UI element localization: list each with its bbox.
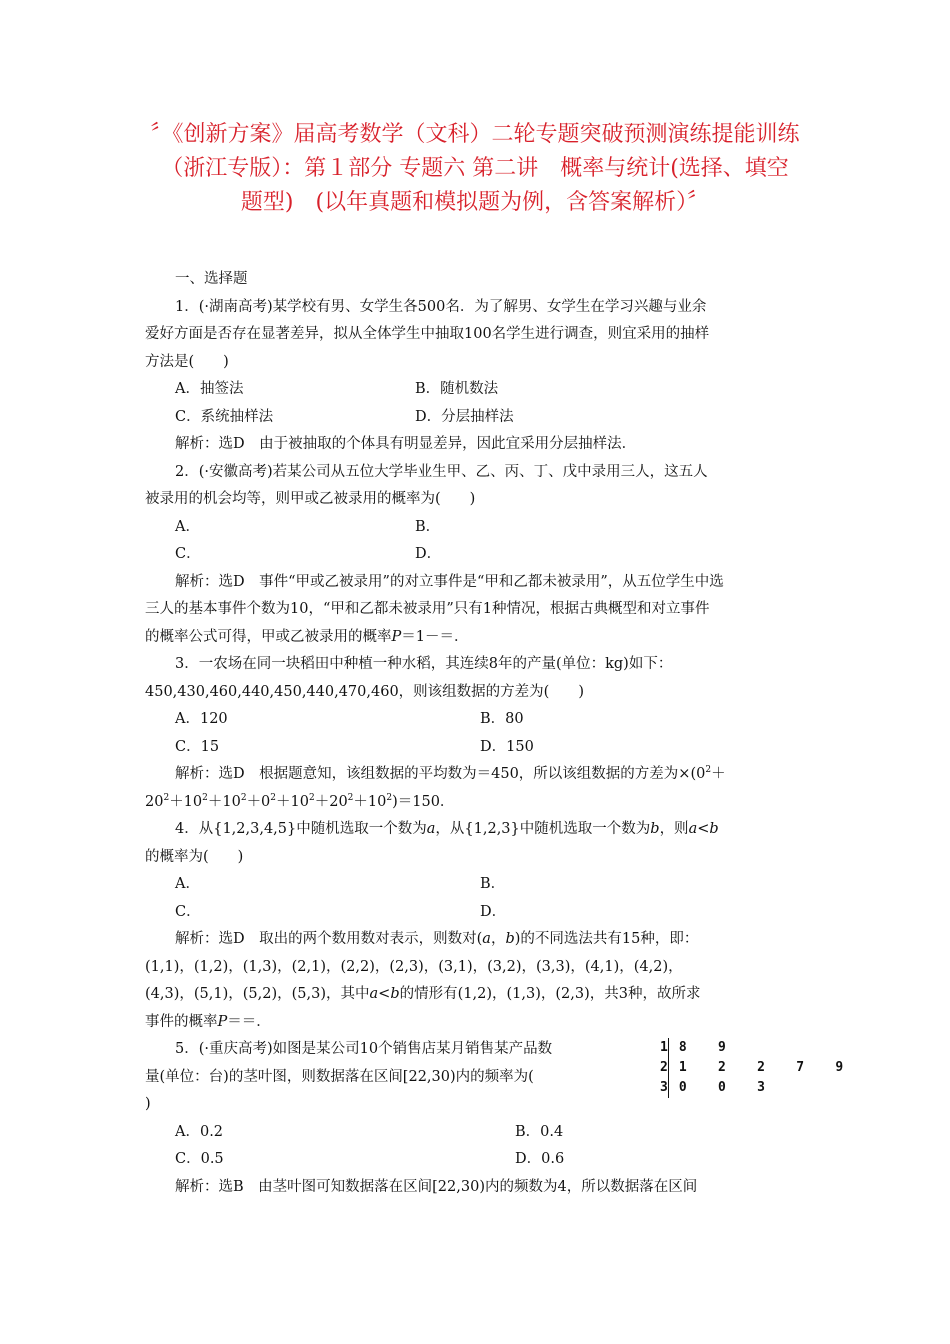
result: )＝150． xyxy=(392,793,455,810)
term: 20 xyxy=(145,793,164,810)
q4-options-row-2 xyxy=(145,899,810,927)
q1-line-3: 方法是( ) xyxy=(145,353,229,370)
term: ＋10 xyxy=(276,793,309,810)
title-line-3: 题型) (以年真题和模拟题为例，含答案解析）〞 xyxy=(240,190,710,215)
exponent: 2 xyxy=(308,792,315,803)
q4-solution-text: (4,3)，(5,1)，(5,2)，(5,3)，其中 xyxy=(145,986,370,1002)
q5-option-d: D．0.6 xyxy=(515,1151,565,1167)
q3-option-c: C．15 xyxy=(175,738,220,755)
var-a: a xyxy=(369,986,379,1002)
var-b: b xyxy=(650,821,660,837)
q5-line-3: ) xyxy=(145,1096,151,1112)
q5-line-1: 5．(·重庆高考)如图是某公司10个销售店某月销售某产品数 xyxy=(175,1041,553,1057)
q4-line-1 xyxy=(145,816,810,844)
q4-line-2: 的概率为( ) xyxy=(145,848,244,865)
q1-options-row-1 xyxy=(145,376,810,404)
term: ＋10 xyxy=(169,793,203,810)
q2-line-1: 2．(·安徽高考)若某公司从五位大学毕业生甲、乙、丙、丁、戊中录用三人，这五人 xyxy=(175,463,708,480)
stem-value: 3 xyxy=(660,1078,668,1098)
q4-solution-text: ＝＝． xyxy=(227,1013,271,1030)
q2-solution-3-tail: ＝1－＝． xyxy=(401,628,469,645)
q4-solution-text: 事件的概率 xyxy=(145,1013,218,1030)
q5-text xyxy=(145,1036,615,1119)
var-p: P xyxy=(391,628,402,645)
exponent: 2 xyxy=(347,792,354,803)
q5-line-2: 量(单位：台)的茎叶图，则数据落在区间[22,30)内的频率为( xyxy=(145,1068,534,1085)
q1-option-a: A．抽签法 xyxy=(175,381,244,397)
q3-option-b: B．80 xyxy=(480,711,524,727)
q2-option-b: B． xyxy=(415,518,441,535)
q1-options-row-2 xyxy=(145,404,810,432)
leaf-values: 1 2 2 7 9 xyxy=(678,1060,844,1075)
term: ＋0 xyxy=(246,793,271,810)
q4-options-row-1 xyxy=(145,871,810,899)
q4-option-c: C． xyxy=(175,903,201,920)
q4-option-b: B． xyxy=(480,876,506,892)
var-a: a xyxy=(482,931,491,947)
q3-solution-1-text: 解析：选D 根据题意知，该组数据的平均数为＝450，所以该组数据的方差为×(0 xyxy=(175,766,706,782)
exponent: 2 xyxy=(163,792,170,803)
stem-row xyxy=(660,1038,843,1058)
comma: ， xyxy=(490,931,506,947)
less-than: < xyxy=(697,821,710,837)
q1-line-2: 爱好方面是否存在显著差异，拟从全体学生中抽取100名学生进行调查，则宜采用的抽样 xyxy=(145,326,710,342)
document-title xyxy=(118,118,832,220)
stem-value: 2 xyxy=(660,1058,668,1078)
q2-option-a: A． xyxy=(175,518,200,535)
q4-solution-3 xyxy=(145,981,810,1009)
leaf-values: 8 9 xyxy=(678,1040,726,1055)
q4-solution-4 xyxy=(145,1009,810,1037)
stem-leaf-plot xyxy=(660,1038,843,1098)
title-line-1: 〞《创新方案》届高考数学（文科）二轮专题突破预测演练提能训练 xyxy=(150,122,800,147)
q3-option-a: A．120 xyxy=(175,711,228,727)
q1-line-1: 1．(·湖南高考)某学校有男、女学生各500名．为了解男、女学生在学习兴趣与业余 xyxy=(175,298,707,315)
var-b: b xyxy=(390,986,400,1002)
q2-option-c: C． xyxy=(175,546,201,562)
q2-line-2: 被录用的机会均等，则甲或乙被录用的概率为( ) xyxy=(145,491,476,507)
document-body xyxy=(145,266,844,1201)
var-a: a xyxy=(688,821,698,837)
q5-block xyxy=(145,1036,844,1119)
q4-text: ，则 xyxy=(659,821,689,837)
q1-solution: 解析：选D 由于被抽取的个体具有明显差异，因此宜采用分层抽样法． xyxy=(175,436,637,452)
q4-solution-text: )的不同选法共有15种，即： xyxy=(514,931,699,947)
exponent: 2 xyxy=(202,792,208,803)
q2-solution-1: 解析：选D 事件“甲或乙被录用”的对立事件是“甲和乙都未被录用”，从五位学生中选 xyxy=(175,573,724,590)
stem-value: 1 xyxy=(660,1038,668,1058)
q5-option-a: A．0.2 xyxy=(175,1123,224,1140)
term: ＋10 xyxy=(207,793,241,810)
q5-option-b: B．0.4 xyxy=(515,1123,564,1140)
term: ＋10 xyxy=(353,793,387,810)
q4-solution-text: 的情形有(1,2)，(1,3)，(2,3)，共3种，故所求 xyxy=(399,986,701,1002)
q3-solution-1-plus: ＋ xyxy=(711,766,726,782)
term: ＋20 xyxy=(314,793,348,810)
q4-option-d: D． xyxy=(480,903,507,920)
exponent: 2 xyxy=(386,792,393,803)
q2-option-d: D． xyxy=(415,546,442,562)
q3-options-row-1 xyxy=(145,706,810,734)
q4-option-a: A． xyxy=(175,876,200,892)
q3-solution-1 xyxy=(145,761,810,789)
exponent: 2 xyxy=(270,792,277,803)
q2-solution-3-text: 的概率公式可得，甲或乙被录用的概率 xyxy=(145,628,392,645)
var-p: P xyxy=(217,1013,228,1030)
q3-options-row-2 xyxy=(145,734,810,762)
stem-row xyxy=(660,1078,843,1098)
less-than: < xyxy=(378,986,391,1002)
q2-options-row-2 xyxy=(145,541,810,569)
q5-solution: 解析：选B 由茎叶图可知数据落在区间[22,30)内的频数为4，所以数据落在区间 xyxy=(175,1178,698,1195)
stem-row xyxy=(660,1058,843,1078)
q1-option-b: B．随机数法 xyxy=(415,381,499,397)
q2-options-row-1 xyxy=(145,514,810,542)
q4-solution-1 xyxy=(145,926,810,954)
var-b: b xyxy=(505,931,515,947)
q3-option-d: D．150 xyxy=(480,738,534,755)
exponent: 2 xyxy=(705,765,712,775)
title-line-2: （浙江专版）：第１部分 专题六 第二讲 概率与统计(选择、填空 xyxy=(161,156,789,181)
q5-options-row-1 xyxy=(145,1119,810,1147)
q1-option-d: D．分层抽样法 xyxy=(415,408,514,425)
q4-text: ，从{1,2,3}中随机选取一个数为 xyxy=(435,821,651,837)
q3-line-2: 450,430,460,440,450,440,470,460，则该组数据的方差为( ) xyxy=(145,683,584,700)
section-heading: 一、选择题 xyxy=(175,271,248,287)
exponent: 2 xyxy=(240,792,247,803)
q3-line-1: 3．一农场在同一块稻田中种植一种水稻，其连续8年的产量(单位：kg)如下： xyxy=(175,656,673,672)
q1-option-c: C．系统抽样法 xyxy=(175,408,274,425)
q5-option-c: C．0.5 xyxy=(175,1151,224,1167)
var-b: b xyxy=(709,821,719,837)
q4-solution-2: (1,1)，(1,2)，(1,3)，(2,1)，(2,2)，(2,3)，(3,1)，(3,2)，(3,3)，(4,1)，(4,2)， xyxy=(145,958,683,975)
q2-solution-3 xyxy=(145,624,810,652)
q4-text: 4．从{1,2,3,4,5}中随机选取一个数为 xyxy=(175,821,427,837)
q3-solution-2 xyxy=(145,789,810,817)
var-a: a xyxy=(426,821,436,837)
q4-solution-text: 解析：选D 取出的两个数用数对表示，则数对( xyxy=(175,931,483,947)
q5-options-row-2 xyxy=(145,1146,810,1174)
leaf-values: 0 0 3 xyxy=(678,1080,765,1095)
q2-solution-2: 三人的基本事件个数为10，“甲和乙都未被录用”只有1种情况，根据古典概型和对立事件 xyxy=(145,601,710,617)
